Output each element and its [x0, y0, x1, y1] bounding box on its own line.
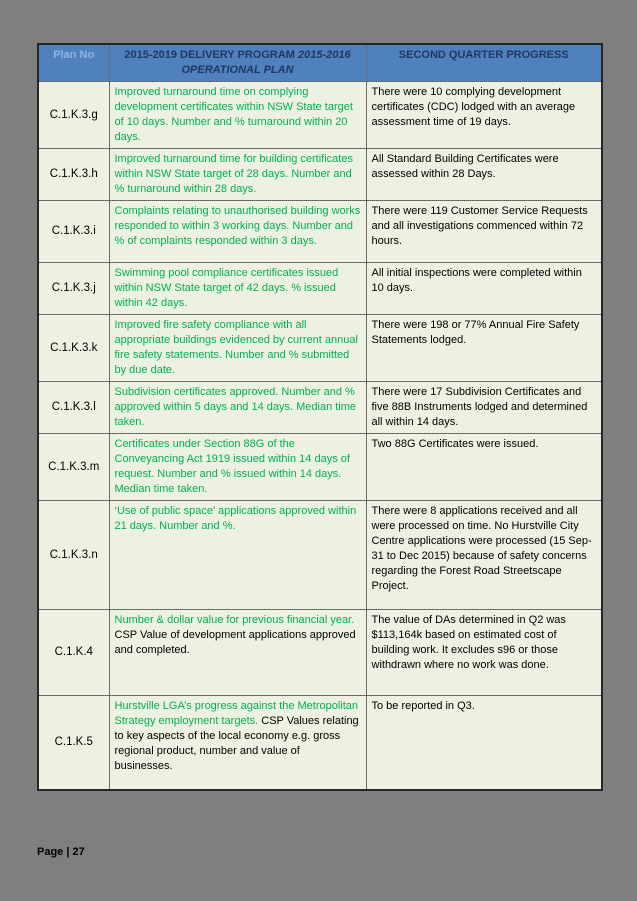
- kpi-cell: [109, 610, 366, 696]
- plan-no-cell: C.1.K.4: [38, 610, 109, 696]
- header-delivery-program-text: 2015-2019 DELIVERY PROGRAM: [124, 49, 295, 61]
- plan-no-cell: C.1.K.3.i: [38, 201, 109, 263]
- kpi-cell: [109, 263, 366, 315]
- quarterly-progress-table: [37, 43, 603, 791]
- table-row: [38, 696, 602, 790]
- kpi-black-text: CSP Value of development applications approved and completed.: [114, 629, 356, 656]
- kpi-cell: [109, 201, 366, 263]
- progress-cell: All initial inspections were completed within 10 days.: [366, 263, 602, 315]
- progress-cell: There were 198 or 77% Annual Fire Safety Statements lodged.: [366, 315, 602, 382]
- table-row: [38, 501, 602, 610]
- progress-cell: The value of DAs determined in Q2 was $113,164k based on estimated cost of building work. It excludes s96 or those withdrawn where no work was done.: [366, 610, 602, 696]
- kpi-cell: [109, 382, 366, 434]
- progress-cell: There were 17 Subdivision Certificates and five 88B Instruments lodged and determined all within 14 days.: [366, 382, 602, 434]
- kpi-green-text: Complaints relating to unauthorised building works responded to within 3 working days. Number and % of complaints responded within 3 days.: [114, 205, 361, 247]
- kpi-cell: [109, 696, 366, 790]
- kpi-cell: [109, 434, 366, 501]
- table-row: [38, 434, 602, 501]
- kpi-green-text: Improved turnaround time for building certificates within NSW State target of 28 days. Number and % turnaround within 28 days.: [114, 153, 353, 195]
- plan-no-cell: C.1.K.3.m: [38, 434, 109, 501]
- table-body: [38, 82, 602, 790]
- progress-cell: There were 10 complying development certificates (CDC) lodged with an average assessment time of 19 days.: [366, 82, 602, 149]
- kpi-green-text: Number & dollar value for previous financial year.: [114, 614, 355, 626]
- header-plan-no: Plan No: [38, 44, 109, 82]
- table-row: [38, 82, 602, 149]
- kpi-cell: [109, 501, 366, 610]
- plan-no-cell: C.1.K.3.l: [38, 382, 109, 434]
- table-row: [38, 610, 602, 696]
- kpi-green-text: ‘Use of public space’ applications approved within 21 days. Number and %.: [114, 505, 357, 532]
- kpi-green-text: Hurstville LGA’s progress against the Metropolitan Strategy employment targets.: [114, 700, 359, 727]
- plan-no-cell: C.1.K.3.h: [38, 149, 109, 201]
- kpi-cell: [109, 82, 366, 149]
- kpi-cell: [109, 149, 366, 201]
- header-operational-plan-text: 2015-2016 OPERATIONAL PLAN: [181, 49, 351, 76]
- kpi-black-text: CSP Values relating to key aspects of the local economy e.g. gross regional product, number and value of businesses.: [114, 715, 359, 772]
- page-number-footer: Page | 27: [37, 846, 85, 858]
- table-row: [38, 149, 602, 201]
- table-row: [38, 263, 602, 315]
- progress-cell: There were 8 applications received and all were processed on time. No Hurstville City Centre applications were processed (15 Sep-31 to Dec 2015) because of safety concerns regarding the Forest Road Streetscape Project.: [366, 501, 602, 610]
- progress-cell: There were 119 Customer Service Requests and all investigations commenced within 72 hours.: [366, 201, 602, 263]
- table-header: [38, 44, 602, 82]
- kpi-green-text: Improved fire safety compliance with all appropriate buildings evidenced by current annual fire safety statements. Number and % submitted by due date.: [114, 319, 358, 376]
- kpi-cell: [109, 315, 366, 382]
- kpi-green-text: Subdivision certificates approved. Number and % approved within 5 days and 14 days. Median time taken.: [114, 386, 357, 428]
- plan-no-cell: C.1.K.3.g: [38, 82, 109, 149]
- table-row: [38, 382, 602, 434]
- table-row: [38, 201, 602, 263]
- kpi-green-text: Swimming pool compliance certificates issued within NSW State target of 42 days. % issued within 42 days.: [114, 267, 339, 309]
- progress-cell: To be reported in Q3.: [366, 696, 602, 790]
- kpi-green-text: Improved turnaround time on complying development certificates within NSW State target of 10 days. Number and % turnaround within 20 days.: [114, 86, 353, 143]
- header-second-quarter-progress: SECOND QUARTER PROGRESS: [366, 44, 602, 82]
- plan-no-cell: C.1.K.3.n: [38, 501, 109, 610]
- progress-cell: Two 88G Certificates were issued.: [366, 434, 602, 501]
- plan-no-cell: C.1.K.3.j: [38, 263, 109, 315]
- plan-no-cell: C.1.K.3.k: [38, 315, 109, 382]
- header-row: [38, 44, 602, 82]
- progress-cell: All Standard Building Certificates were assessed within 28 Days.: [366, 149, 602, 201]
- header-delivery-program: [109, 44, 366, 82]
- table-row: [38, 315, 602, 382]
- plan-no-cell: C.1.K.5: [38, 696, 109, 790]
- kpi-green-text: Certificates under Section 88G of the Conveyancing Act 1919 issued within 14 days of request. Number and % issued within 14 days. Median time taken.: [114, 438, 350, 495]
